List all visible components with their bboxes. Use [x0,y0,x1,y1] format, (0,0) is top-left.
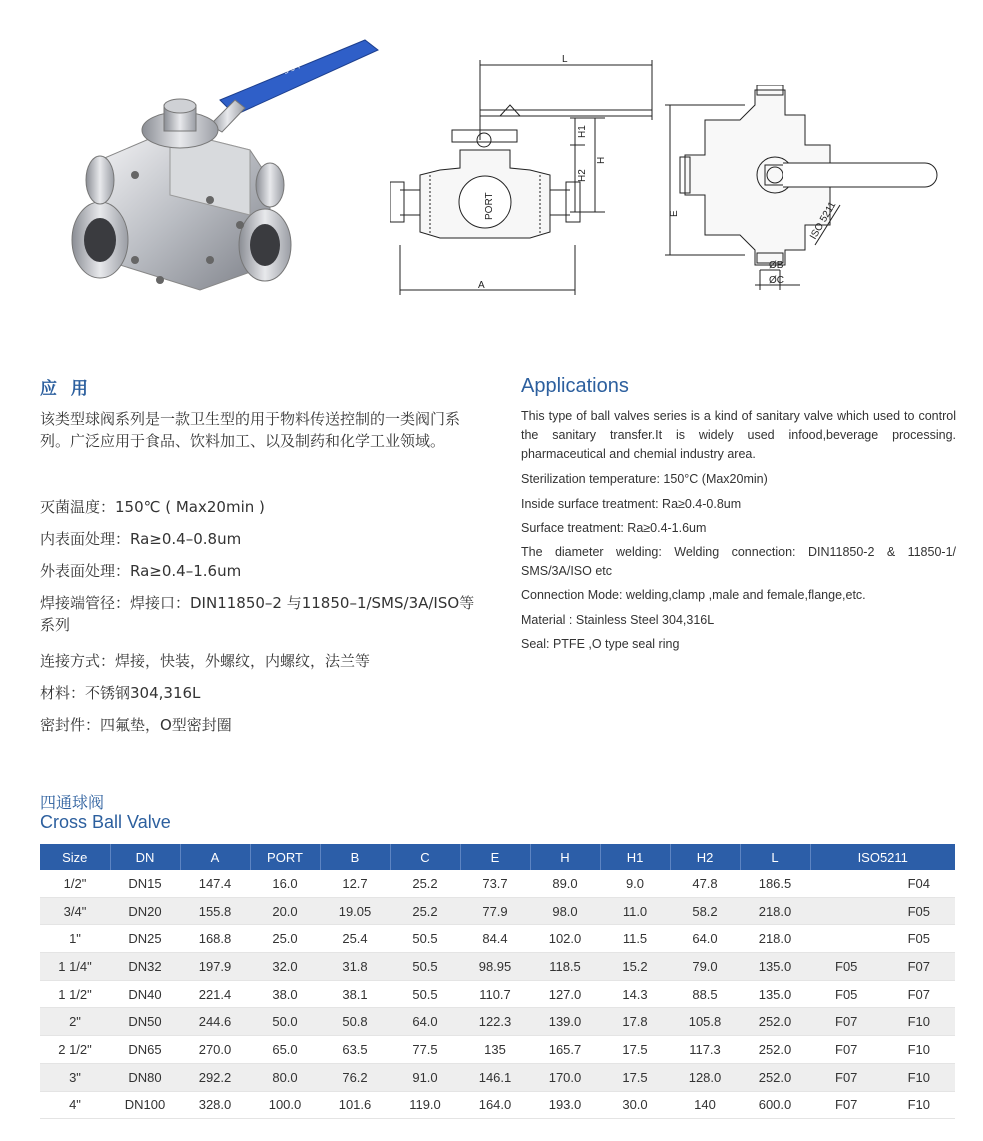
iso-value-2: F07 [907,958,930,974]
column-header: PORT [250,844,320,870]
iso-value-2: F10 [907,1069,930,1085]
table-cell: 168.8 [180,925,250,953]
table-cell: DN65 [110,1036,180,1064]
table-cell: 50.5 [390,925,460,953]
table-cell: 50.8 [320,1008,390,1036]
table-cell: 218.0 [740,897,810,925]
table-cell: 1 1/2" [40,980,110,1008]
table-title-cn: 四通球阀 [40,793,105,812]
table-cell: 100.0 [250,1091,320,1119]
table-cell: 15.2 [600,953,670,981]
section-drawing [390,50,660,300]
table-cell: DN50 [110,1008,180,1036]
table-row [40,1008,955,1036]
iso-cell [810,1036,955,1064]
table-cell: 98.95 [460,953,530,981]
table-title-en: Cross Ball Valve [40,812,171,832]
dim-H1: H1 [577,125,588,138]
valve-photo [60,30,390,300]
table-cell: 3/4" [40,897,110,925]
table-cell: 252.0 [740,1063,810,1091]
dim-E: E [669,210,680,217]
cn-line-seal: 密封件：四氟垫，O型密封圈 [40,716,232,734]
iso-value-2: F10 [907,1097,930,1113]
table-cell: 98.0 [530,897,600,925]
column-header: H2 [670,844,740,870]
table-cell: 9.0 [600,870,670,897]
column-header: A [180,844,250,870]
cn-line-temperature: 灭菌温度：150℃ ( Max20min ) [40,498,265,516]
table-cell: 102.0 [530,925,600,953]
table-row [40,897,955,925]
table-cell: 76.2 [320,1063,390,1091]
table-cell: 50.0 [250,1008,320,1036]
table-row [40,1063,955,1091]
iso-value-1: F07 [835,1014,858,1030]
table-row [40,1036,955,1064]
table-cell: 65.0 [250,1036,320,1064]
en-line-material: Material : Stainless Steel 304,316L [521,613,715,627]
table-cell: 165.7 [530,1036,600,1064]
table-cell: 25.0 [250,925,320,953]
iso-value-2: F05 [907,931,930,947]
table-cell: 64.0 [390,1008,460,1036]
column-header: H1 [600,844,670,870]
table-cell: 64.0 [670,925,740,953]
column-header: L [740,844,810,870]
table-cell: 155.8 [180,897,250,925]
cn-line-surface: 外表面处理：Ra≥0.4–1.6um [40,562,242,580]
table-cell: 135.0 [740,953,810,981]
table-cell: 218.0 [740,925,810,953]
en-line-surface: Surface treatment: Ra≥0.4-1.6um [521,521,707,535]
en-section-title: Applications [521,375,629,397]
table-cell: 17.5 [600,1063,670,1091]
table-cell: 139.0 [530,1008,600,1036]
column-header: H [530,844,600,870]
handle-bar [220,40,378,115]
table-cell: 11.5 [600,925,670,953]
table-cell: 128.0 [670,1063,740,1091]
iso-cell [810,1008,955,1036]
iso-cell [810,897,955,925]
table-cell: 2" [40,1008,110,1036]
column-header: Size [40,844,110,870]
table-cell: 17.8 [600,1008,670,1036]
iso-cell [810,925,955,953]
cn-line-welding: 焊接端管径：焊接口：DIN11850–2 与11850–1/SMS/3A/ISO等系列 [40,594,475,634]
table-cell: 4" [40,1091,110,1119]
table-cell: 221.4 [180,980,250,1008]
column-header: DN [110,844,180,870]
table-cell: 1 1/4" [40,953,110,981]
table-cell: 2 1/2" [40,1036,110,1064]
iso-cell [810,953,955,981]
iso-value-1: F07 [835,1069,858,1085]
table-cell: 122.3 [460,1008,530,1036]
table-cell: 20.0 [250,897,320,925]
iso-value-1: F05 [835,958,858,974]
iso-cell [810,870,955,897]
table-row [40,953,955,981]
table-cell: 80.0 [250,1063,320,1091]
table-cell: 186.5 [740,870,810,897]
dim-B: ØB [769,260,784,271]
cn-line-material: 材料：不锈钢304,316L [40,684,201,702]
iso-value-2: F10 [907,1041,930,1057]
table-cell: 135.0 [740,980,810,1008]
table-cell: 292.2 [180,1063,250,1091]
dim-C: ØC [769,275,784,286]
dim-ISO: ISO 5211 [808,200,839,242]
table-cell: 88.5 [670,980,740,1008]
table-cell: DN80 [110,1063,180,1091]
column-header: B [320,844,390,870]
table-cell: 1" [40,925,110,953]
table-cell: 89.0 [530,870,600,897]
table-cell: 38.0 [250,980,320,1008]
table-cell: 127.0 [530,980,600,1008]
table-row [40,925,955,953]
table-cell: 270.0 [180,1036,250,1064]
iso-cell [810,1063,955,1091]
table-cell: 47.8 [670,870,740,897]
table-cell: 117.3 [670,1036,740,1064]
dim-H: H [596,156,607,164]
top-drawing [665,85,955,295]
en-line-welding: The diameter welding: Welding connection: DIN11850-2 & 11850-1/ SMS/3A/ISO etc [521,545,956,578]
table-cell: 50.5 [390,980,460,1008]
en-line-temperature: Sterilization temperature: 150°C (Max20min) [521,472,768,486]
table-cell: 32.0 [250,953,320,981]
dim-A: A [478,280,485,291]
table-cell: 79.0 [670,953,740,981]
table-cell: 91.0 [390,1063,460,1091]
spec-table [40,844,955,1119]
table-cell: DN20 [110,897,180,925]
en-line-connection: Connection Mode: welding,clamp ,male and female,flange,etc. [521,588,866,602]
en-intro: This type of ball valves series is a kind of sanitary valve which used to control the sanitary transfer.It is widely used infood,beverage processing. pharmaceutical and chemial industry area. [521,409,956,461]
cn-section-title: 应 用 [40,379,92,399]
table-cell: 50.5 [390,953,460,981]
table-cell: 193.0 [530,1091,600,1119]
iso-value-2: F10 [907,1014,930,1030]
table-cell: 101.6 [320,1091,390,1119]
en-line-seal: Seal: PTFE ,O type seal ring [521,637,680,651]
table-cell: 3" [40,1063,110,1091]
table-cell: 197.9 [180,953,250,981]
table-cell: 38.1 [320,980,390,1008]
table-cell: 25.2 [390,897,460,925]
table-row [40,1091,955,1119]
iso-value-2: F07 [907,986,930,1002]
table-cell: 164.0 [460,1091,530,1119]
iso-value-2: F05 [907,903,930,919]
table-cell: 1/2" [40,870,110,897]
table-header-row [40,844,955,870]
table-cell: 16.0 [250,870,320,897]
table-cell: 170.0 [530,1063,600,1091]
table-cell: 119.0 [390,1091,460,1119]
iso-cell [810,980,955,1008]
dim-H2: H2 [577,169,588,182]
table-cell: 135 [460,1036,530,1064]
table-cell: 12.7 [320,870,390,897]
column-header: C [390,844,460,870]
iso-value-1: F07 [835,1041,858,1057]
table-cell: 25.4 [320,925,390,953]
column-header: ISO5211 [810,844,955,870]
table-cell: 25.2 [390,870,460,897]
table-cell: 63.5 [320,1036,390,1064]
table-cell: 19.05 [320,897,390,925]
table-cell: DN32 [110,953,180,981]
table-cell: 17.5 [600,1036,670,1064]
table-cell: 31.8 [320,953,390,981]
table-cell: 244.6 [180,1008,250,1036]
table-row [40,870,955,897]
table-cell: 140 [670,1091,740,1119]
table-cell: 77.9 [460,897,530,925]
table-cell: 11.0 [600,897,670,925]
table-cell: 118.5 [530,953,600,981]
table-row [40,980,955,1008]
table-cell: 146.1 [460,1063,530,1091]
table-cell: 105.8 [670,1008,740,1036]
table-cell: 84.4 [460,925,530,953]
table-cell: 77.5 [390,1036,460,1064]
iso-value-1: F05 [835,986,858,1002]
table-cell: DN100 [110,1091,180,1119]
table-cell: DN25 [110,925,180,953]
column-header: E [460,844,530,870]
cn-line-connection: 连接方式：焊接，快装，外螺纹，内螺纹，法兰等 [40,652,371,670]
iso-value-1: F07 [835,1097,858,1113]
table-cell: 252.0 [740,1008,810,1036]
table-cell: DN40 [110,980,180,1008]
dim-L: L [562,54,568,65]
handle-text: S S T [282,61,303,76]
iso-cell [810,1091,955,1119]
table-cell: 600.0 [740,1091,810,1119]
table-cell: 73.7 [460,870,530,897]
table-cell: 147.4 [180,870,250,897]
table-cell: 328.0 [180,1091,250,1119]
table-cell: 110.7 [460,980,530,1008]
table-cell: 58.2 [670,897,740,925]
table-cell: 252.0 [740,1036,810,1064]
cn-line-inside-surface: 内表面处理：Ra≥0.4–0.8um [40,530,242,548]
iso-value-2: F04 [907,875,930,891]
dim-PORT: PORT [484,192,495,220]
table-cell: 14.3 [600,980,670,1008]
en-line-inside-surface: Inside surface treatment: Ra≥0.4-0.8um [521,497,742,511]
table-cell: DN15 [110,870,180,897]
cn-intro: 该类型球阀系列是一款卫生型的用于物料传送控制的一类阀门系列。广泛应用于食品、饮料加工、以及制药和化学工业领域。 [40,410,461,450]
table-cell: 30.0 [600,1091,670,1119]
